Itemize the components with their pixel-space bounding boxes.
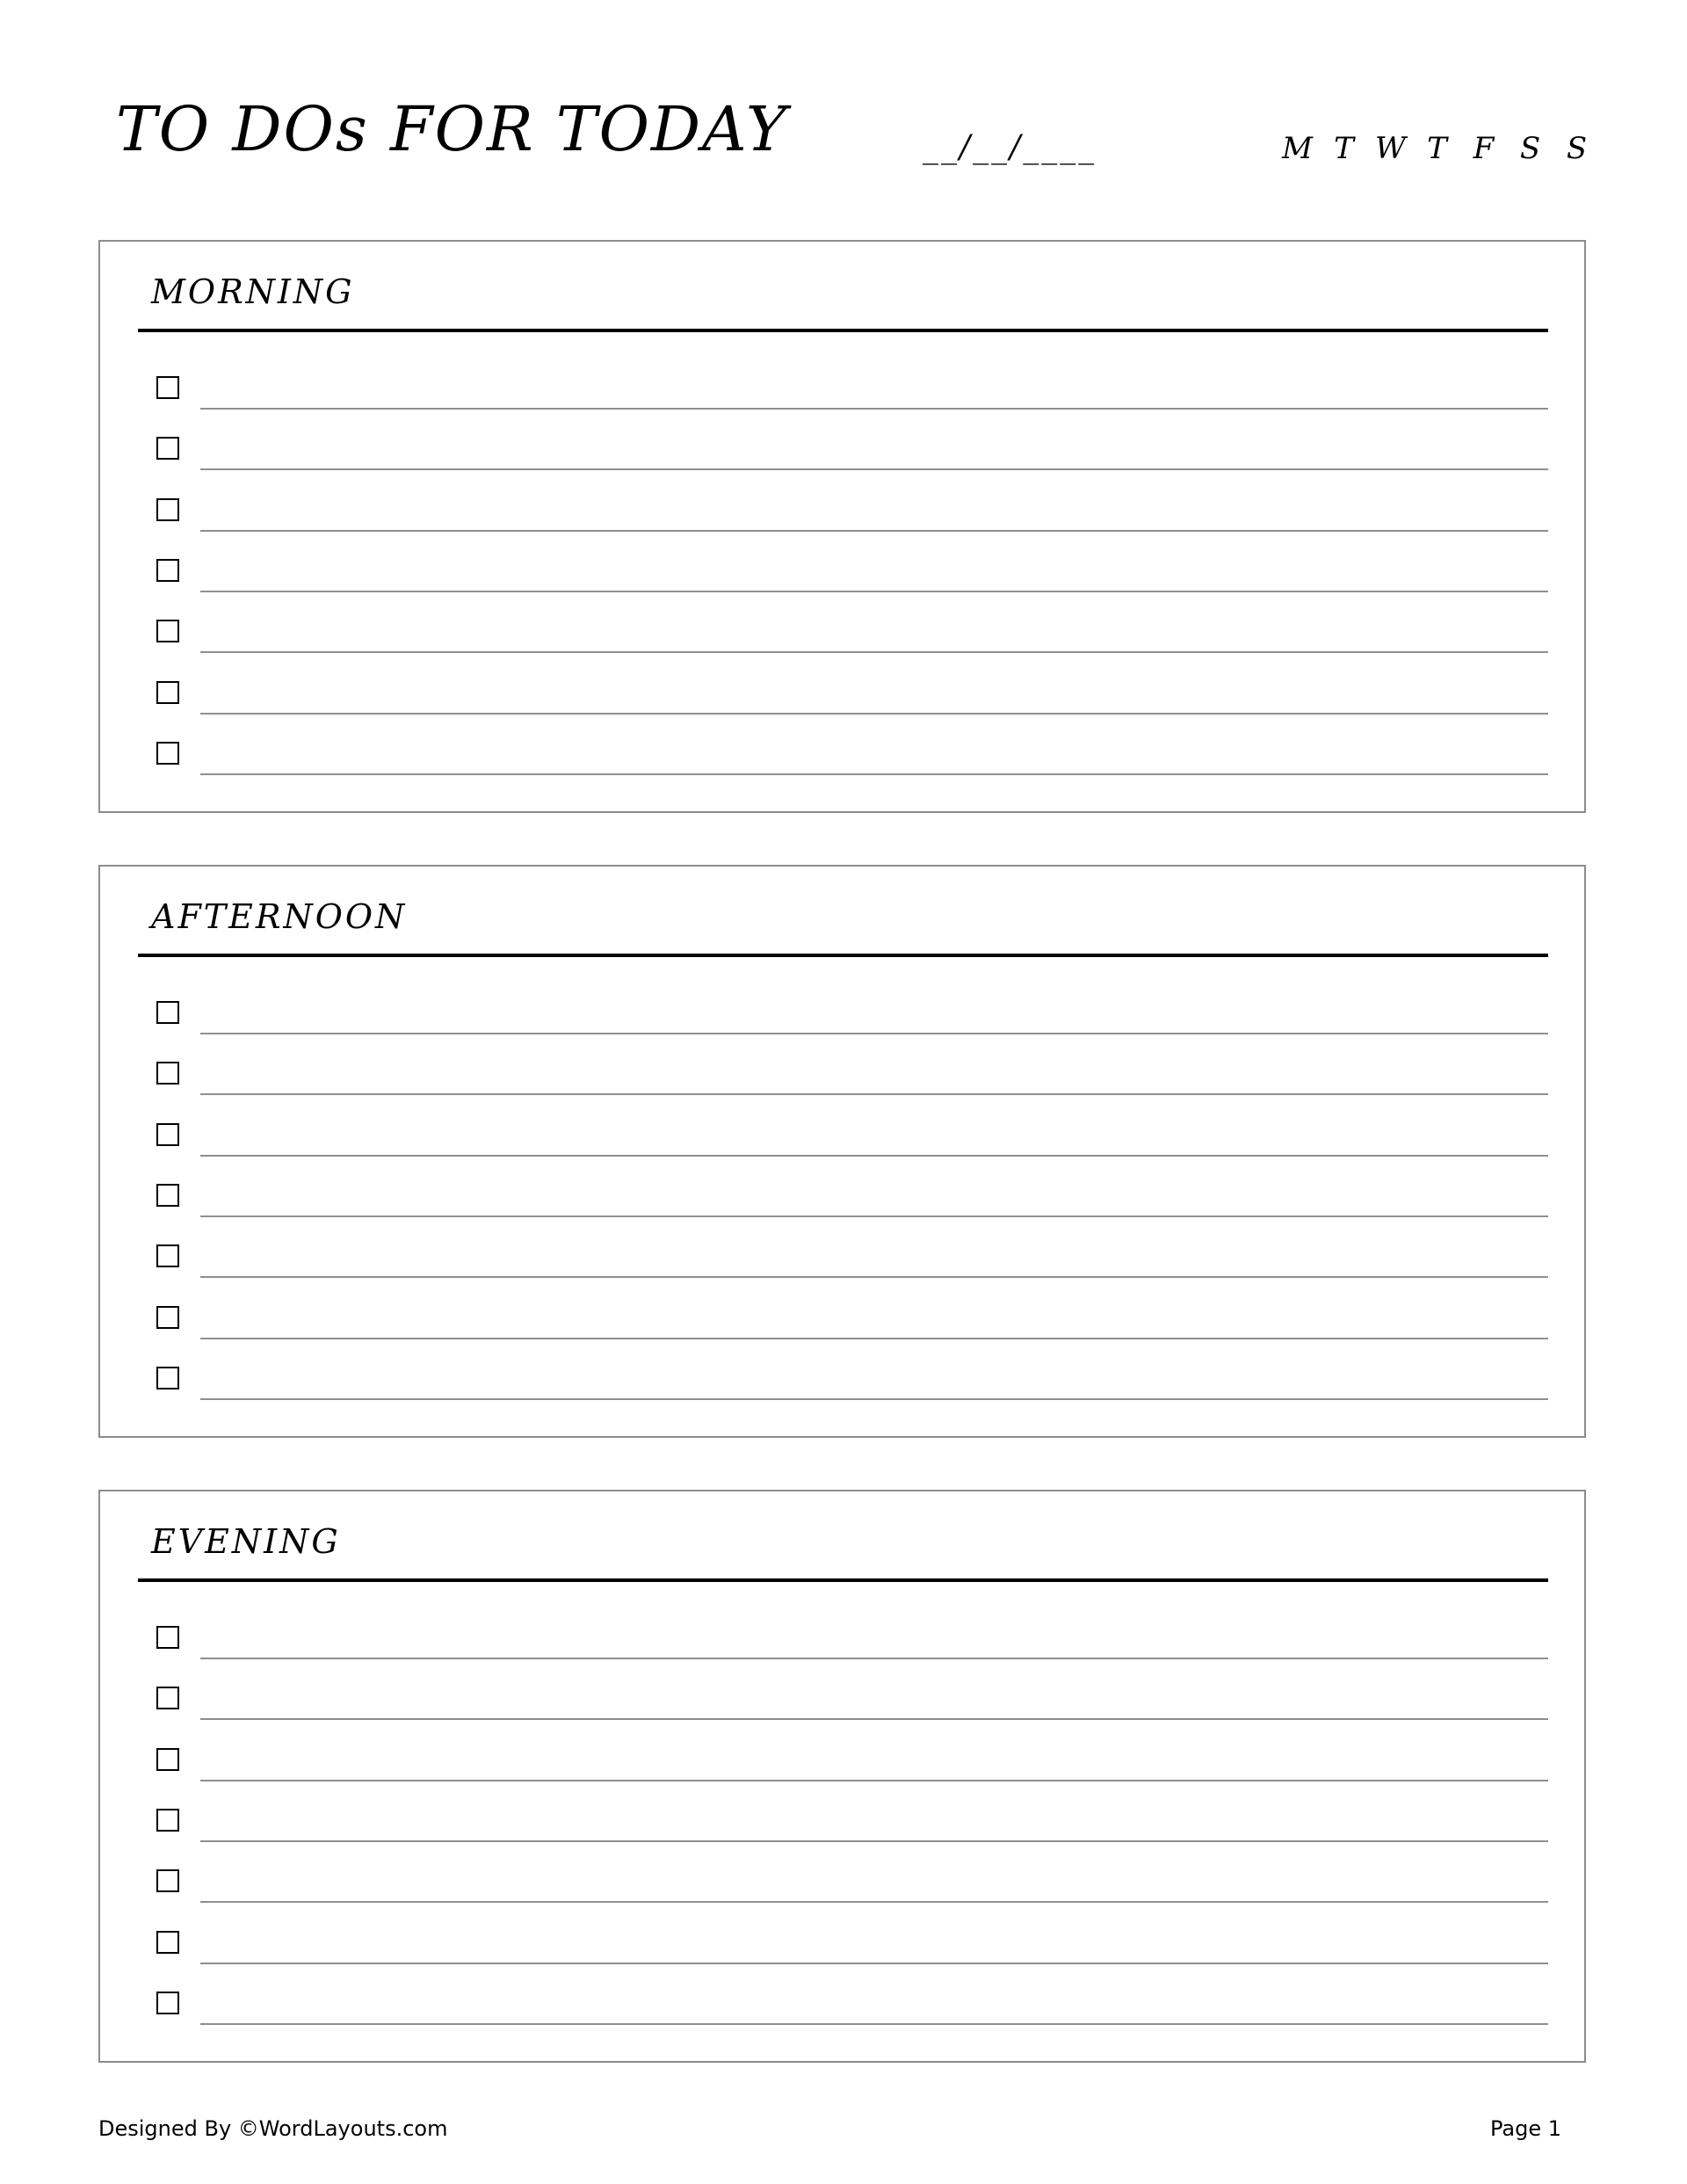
weekday-sat[interactable]: S	[1519, 131, 1541, 166]
task-entry-line[interactable]	[200, 468, 1548, 470]
weekday-tue[interactable]: T	[1334, 131, 1354, 166]
task-entry-line[interactable]	[200, 591, 1548, 592]
task-checkbox[interactable]	[156, 1244, 179, 1267]
task-row	[100, 1626, 1584, 1687]
section-rule	[138, 329, 1548, 332]
task-checkbox[interactable]	[156, 1367, 179, 1389]
section-title: MORNING	[151, 272, 355, 311]
task-row	[100, 559, 1584, 620]
task-checkbox[interactable]	[156, 681, 179, 704]
task-row	[100, 498, 1584, 559]
task-entry-line[interactable]	[200, 1780, 1548, 1781]
task-row	[100, 1748, 1584, 1809]
task-entry-line[interactable]	[200, 1215, 1548, 1217]
task-entry-line[interactable]	[200, 1963, 1548, 1964]
section-rule	[138, 1578, 1548, 1582]
task-checkbox[interactable]	[156, 1626, 179, 1649]
task-row	[100, 1184, 1584, 1244]
task-checkbox[interactable]	[156, 1931, 179, 1954]
task-checkbox[interactable]	[156, 1687, 179, 1709]
task-checkbox[interactable]	[156, 498, 179, 521]
task-entry-line[interactable]	[200, 2023, 1548, 2025]
page-title: TO DOs FOR TODAY	[116, 93, 789, 165]
weekday-sun[interactable]: S	[1566, 131, 1588, 166]
task-row	[100, 1062, 1584, 1122]
section-title: EVENING	[151, 1522, 341, 1561]
task-row	[100, 376, 1584, 437]
section-morning	[98, 240, 1586, 813]
task-row	[100, 1367, 1584, 1427]
task-entry-line[interactable]	[200, 1276, 1548, 1278]
task-checkbox[interactable]	[156, 1306, 179, 1329]
task-checkbox[interactable]	[156, 1992, 179, 2014]
task-row	[100, 1244, 1584, 1305]
weekday-fri[interactable]: F	[1473, 131, 1495, 166]
section-rule	[138, 954, 1548, 957]
task-checkbox[interactable]	[156, 559, 179, 582]
task-checkbox[interactable]	[156, 1062, 179, 1085]
footer-credit: Designed By ©WordLayouts.com	[98, 2116, 448, 2141]
task-entry-line[interactable]	[200, 713, 1548, 715]
task-checkbox[interactable]	[156, 620, 179, 642]
task-checkbox[interactable]	[156, 742, 179, 765]
task-checkbox[interactable]	[156, 1001, 179, 1024]
weekday-selector	[1274, 131, 1600, 166]
task-entry-line[interactable]	[200, 1338, 1548, 1339]
date-field[interactable]: __/__/____	[923, 129, 1097, 165]
task-entry-line[interactable]	[200, 1658, 1548, 1659]
task-checkbox[interactable]	[156, 437, 179, 460]
task-row	[100, 1869, 1584, 1930]
task-checkbox[interactable]	[156, 1869, 179, 1892]
task-row	[100, 742, 1584, 802]
task-entry-line[interactable]	[200, 1033, 1548, 1034]
task-row	[100, 1931, 1584, 1992]
task-entry-line[interactable]	[200, 773, 1548, 775]
task-entry-line[interactable]	[200, 1155, 1548, 1157]
task-entry-line[interactable]	[200, 1840, 1548, 1842]
weekday-wed[interactable]: W	[1375, 131, 1406, 166]
task-row	[100, 620, 1584, 680]
task-entry-line[interactable]	[200, 1718, 1548, 1720]
task-row	[100, 1001, 1584, 1062]
section-evening	[98, 1490, 1586, 2063]
task-checkbox[interactable]	[156, 1184, 179, 1207]
weekday-thu[interactable]: T	[1427, 131, 1447, 166]
task-row	[100, 681, 1584, 742]
task-checkbox[interactable]	[156, 376, 179, 399]
task-checkbox[interactable]	[156, 1123, 179, 1146]
task-row	[100, 1687, 1584, 1747]
task-row	[100, 1123, 1584, 1184]
weekday-mon[interactable]: M	[1282, 131, 1313, 166]
task-row	[100, 1809, 1584, 1869]
task-entry-line[interactable]	[200, 408, 1548, 410]
task-entry-line[interactable]	[200, 1093, 1548, 1095]
task-entry-line[interactable]	[200, 530, 1548, 532]
task-checkbox[interactable]	[156, 1809, 179, 1832]
section-title: AFTERNOON	[151, 897, 408, 936]
task-entry-line[interactable]	[200, 1398, 1548, 1400]
task-entry-line[interactable]	[200, 1901, 1548, 1903]
task-row	[100, 437, 1584, 497]
task-entry-line[interactable]	[200, 651, 1548, 653]
task-row	[100, 1306, 1584, 1367]
section-afternoon	[98, 865, 1586, 1438]
task-checkbox[interactable]	[156, 1748, 179, 1771]
task-row	[100, 1992, 1584, 2052]
page-number: Page 1	[1490, 2116, 1561, 2141]
